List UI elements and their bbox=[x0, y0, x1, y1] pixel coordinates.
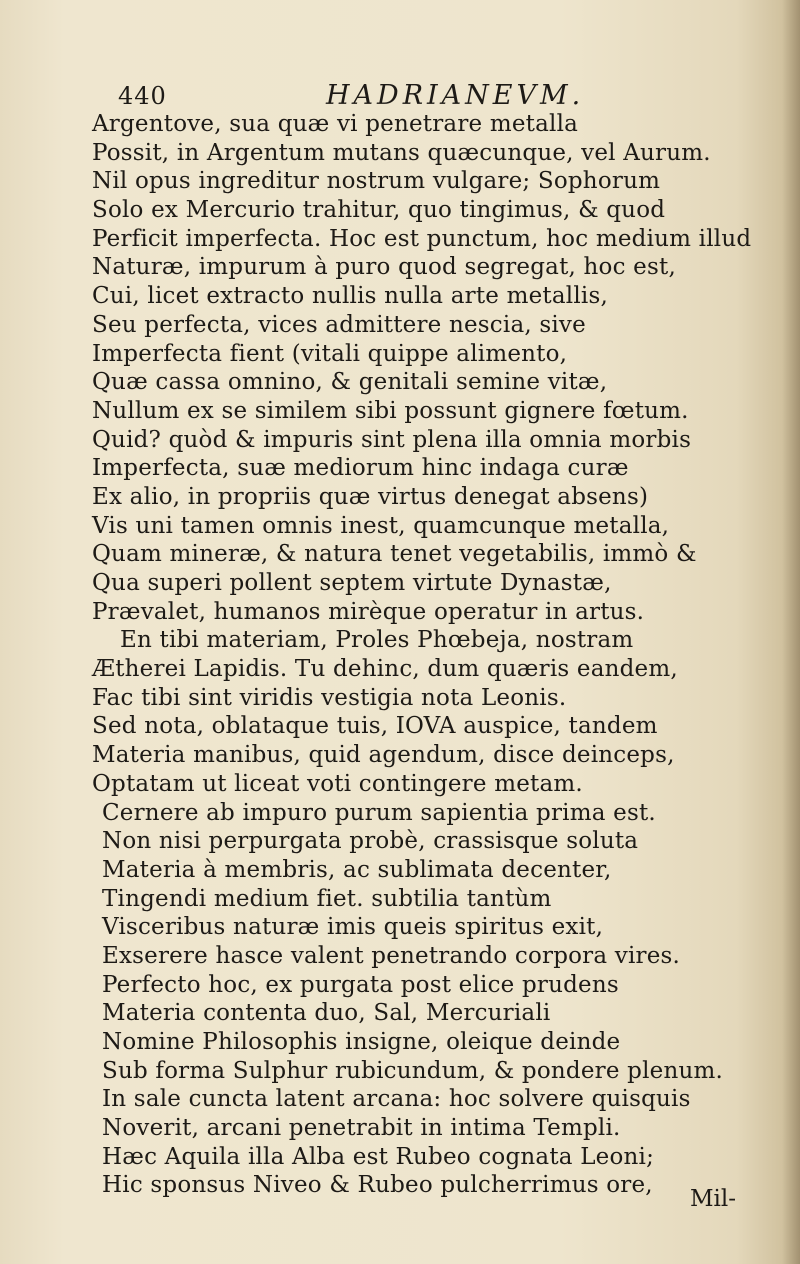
verse-line: Tingendi medium fiet. subtilia tantùm bbox=[102, 885, 552, 912]
verse-line: Exserere hasce valent penetrando corpora vires. bbox=[102, 942, 681, 969]
verse-line: Nullum ex se similem sibi possunt gignere fœtum. bbox=[92, 397, 689, 424]
verse-line: Quæ cassa omnino, & genitali semine vitæ, bbox=[92, 369, 608, 396]
verse-line: Fac tibi sint viridis vestigia nota Leonis. bbox=[92, 684, 567, 711]
verse-line: Hæc Aquila illa Alba est Rubeo cognata Leoni; bbox=[102, 1143, 655, 1170]
page-header bbox=[118, 80, 718, 114]
verse-line: Non nisi perpurgata probè, crassisque soluta bbox=[102, 828, 639, 855]
verse-line: Perficit imperfecta. Hoc est punctum, hoc medium illud bbox=[92, 225, 752, 252]
verse-line: In sale cuncta latent arcana: hoc solvere quisquis bbox=[102, 1086, 691, 1113]
verse-line: Nomine Philosophis insigne, oleique deinde bbox=[102, 1029, 621, 1055]
verse-text bbox=[92, 110, 752, 1200]
verse-line: Imperfecta fient (vitali quippe alimento, bbox=[92, 340, 568, 367]
verse-line: Hic sponsus Niveo & Rubeo pulcherrimus ore, bbox=[102, 1172, 653, 1199]
verse-line: Materia contenta duo, Sal, Mercuriali bbox=[102, 1000, 551, 1027]
verse-line: Cui, licet extracto nullis nulla arte metallis, bbox=[92, 283, 608, 310]
verse-line: Quam mineræ, & natura tenet vegetabilis, immò & bbox=[92, 541, 697, 568]
page-number: 440 bbox=[118, 82, 167, 110]
verse-line: Quid? quòd & impuris sint plena illa omnia morbis bbox=[92, 426, 692, 453]
verse-line: Materia manibus, quid agendum, disce deinceps, bbox=[92, 742, 675, 769]
verse-line: Cernere ab impuro purum sapientia prima est. bbox=[102, 799, 656, 826]
verse-line: Sed nota, oblataque tuis, IOVA auspice, tandem bbox=[92, 713, 658, 740]
catchword: Mil- bbox=[690, 1186, 737, 1212]
verse-line: Imperfecta, suæ mediorum hinc indaga curæ bbox=[92, 455, 629, 482]
verse-line: Noverit, arcani penetrabit in intima Templi. bbox=[102, 1115, 621, 1142]
verse-line: Sub forma Sulphur rubicundum, & pondere plenum. bbox=[102, 1057, 723, 1084]
verse-line: Possit, in Argentum mutans quæcunque, vel Aurum. bbox=[92, 139, 711, 166]
verse-line: Seu perfecta, vices admittere nescia, sive bbox=[92, 311, 586, 338]
verse-line: Vis uni tamen omnis inest, quamcunque metalla, bbox=[92, 512, 670, 539]
verse-line: Materia à membris, ac sublimata decenter, bbox=[102, 856, 612, 883]
verse-line: Ex alio, in propriis quæ virtus denegat absens) bbox=[92, 483, 649, 510]
verse-line: Ætherei Lapidis. Tu dehinc, dum quæris eandem, bbox=[92, 656, 678, 683]
page-spine-shadow bbox=[782, 0, 800, 1264]
verse-line: Perfecto hoc, ex purgata post elice prudens bbox=[102, 971, 619, 998]
verse-line: Solo ex Mercurio trahitur, quo tingimus, & quod bbox=[92, 197, 666, 224]
verse-line: En tibi materiam, Proles Phœbeja, nostram bbox=[120, 627, 634, 654]
verse-line: Argentove, sua quæ vi penetrare metalla bbox=[92, 111, 579, 137]
verse-line: Visceribus naturæ imis queis spiritus exit, bbox=[102, 914, 604, 941]
running-head: HADRIANEVM. bbox=[326, 80, 585, 111]
verse-line: Naturæ, impurum à puro quod segregat, hoc est, bbox=[92, 254, 676, 281]
verse-line: Qua superi pollent septem virtute Dynastæ, bbox=[92, 570, 612, 596]
verse-line: Prævalet, humanos mirèque operatur in artus. bbox=[92, 598, 645, 625]
verse-line: Optatam ut liceat voti contingere metam. bbox=[92, 770, 583, 797]
verse-line: Nil opus ingreditur nostrum vulgare; Sophorum bbox=[92, 168, 661, 195]
